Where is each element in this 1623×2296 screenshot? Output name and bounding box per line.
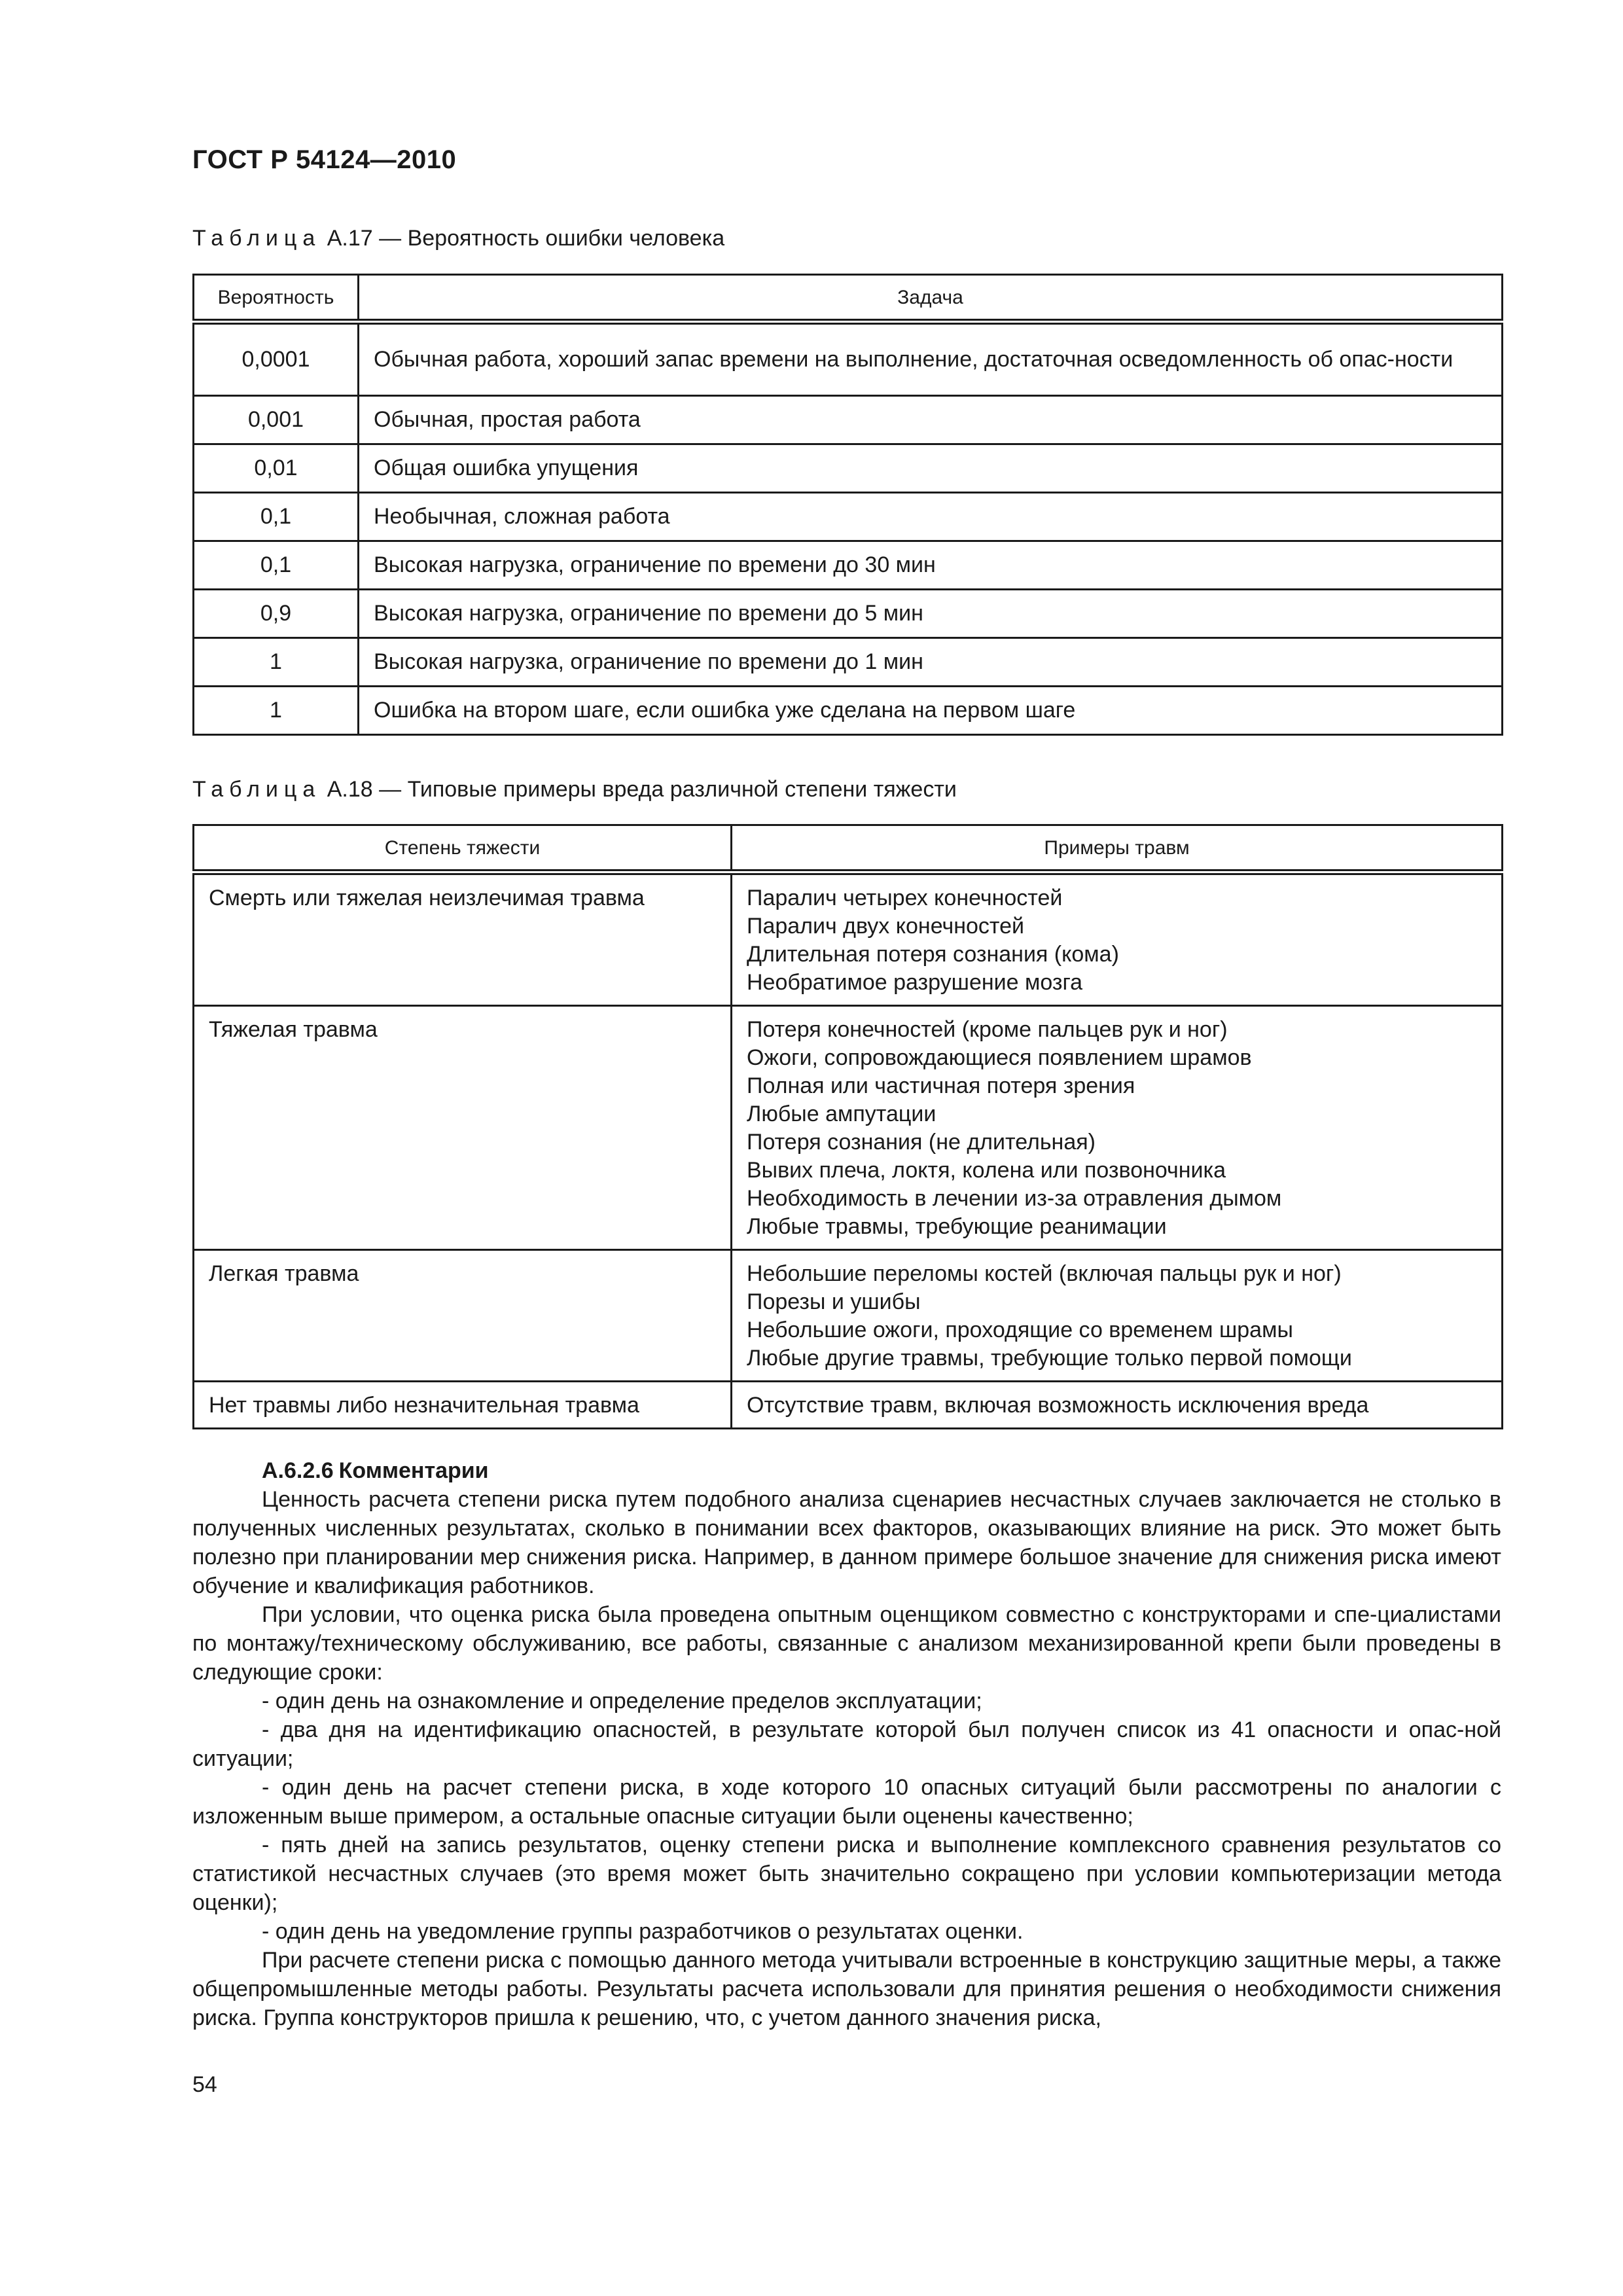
table-row	[194, 590, 1503, 638]
table-a18	[192, 824, 1501, 1429]
probability-cell: 0,001	[194, 396, 359, 444]
example-item: Отсутствие травм, включая возможность исключения вреда	[747, 1393, 1369, 1418]
example-item: Любые травмы, требующие реанимации	[747, 1214, 1167, 1239]
example-item: Ожоги, сопровождающиеся появлением шрамов	[747, 1045, 1252, 1070]
column-header-task: Задача	[359, 275, 1503, 322]
column-header-probability: Вероятность	[194, 275, 359, 322]
probability-cell: 0,01	[194, 444, 359, 493]
table-row	[194, 444, 1503, 493]
example-item: Небольшие ожоги, проходящие со временем шрамы	[747, 1318, 1293, 1342]
page-number: 54	[192, 2072, 217, 2097]
table-row	[194, 638, 1503, 687]
document-standard-header: ГОСТ Р 54124—2010	[192, 145, 457, 174]
table-a18-caption	[192, 777, 957, 802]
task-cell: Ошибка на втором шаге, если ошибка уже сделана на первом шаге	[359, 687, 1503, 735]
probability-cell: 0,9	[194, 590, 359, 638]
examples-cell	[732, 872, 1503, 1006]
examples-cell	[732, 1382, 1503, 1429]
task-cell: Обычная, простая работа	[359, 396, 1503, 444]
list-item: - пять дней на запись результатов, оценку степени риска и выполнение комплексного сравнения результатов со статистикой несчастных случаев (это время может быть значительно сокращено при условии компьютеризации метода оценки);	[192, 1833, 1501, 1915]
example-item: Порезы и ушибы	[747, 1289, 921, 1314]
table-row	[194, 687, 1503, 735]
table-row	[194, 1006, 1503, 1250]
example-item: Длительная потеря сознания (кома)	[747, 942, 1119, 967]
table-row	[194, 1382, 1503, 1429]
example-item: Вывих плеча, локтя, колена или позвоночника	[747, 1158, 1226, 1183]
column-header-severity: Степень тяжести	[194, 825, 732, 872]
section-title: Комментарии	[338, 1458, 489, 1483]
table-row	[194, 396, 1503, 444]
table-a17-caption-prefix: Таблица	[192, 226, 321, 251]
table-row	[194, 493, 1503, 541]
probability-cell: 0,1	[194, 493, 359, 541]
probability-cell: 0,1	[194, 541, 359, 590]
example-item: Небольшие переломы костей (включая пальцы рук и ног)	[747, 1261, 1342, 1286]
table-a18-caption-text: А.18 — Типовые примеры вреда различной степени тяжести	[321, 777, 957, 802]
column-header-injury-examples: Примеры травм	[732, 825, 1503, 872]
probability-cell: 1	[194, 638, 359, 687]
list-item: - два дня на идентификацию опасностей, в результате которой был получен список из 41 опасности и опас-ной ситуации;	[192, 1717, 1501, 1771]
paragraph: При условии, что оценка риска была проведена опытным оценщиком совместно с конструкторами и спе-циалистами по монтажу/техническому обслуживанию, все работы, связанные с анализом механизированной крепи были проведены в следующие сроки:	[192, 1602, 1501, 1685]
table-a17-caption-text: А.17 — Вероятность ошибки человека	[321, 226, 725, 251]
table-row	[194, 541, 1503, 590]
severity-cell: Смерть или тяжелая неизлечимая травма	[194, 872, 732, 1006]
examples-cell	[732, 1250, 1503, 1382]
example-item: Полная или частичная потеря зрения	[747, 1073, 1135, 1098]
table-row	[194, 872, 1503, 1006]
example-item: Паралич двух конечностей	[747, 914, 1024, 939]
task-cell: Обычная работа, хороший запас времени на выполнение, достаточная осведомленность об опас-ности	[359, 322, 1503, 396]
severity-cell: Легкая травма	[194, 1250, 732, 1382]
section-number: А.6.2.6	[262, 1458, 334, 1483]
table-a18-caption-prefix: Таблица	[192, 777, 321, 802]
task-cell: Высокая нагрузка, ограничение по времени до 5 мин	[359, 590, 1503, 638]
list-item: - один день на уведомление группы разработчиков о результатах оценки.	[262, 1919, 1024, 1944]
task-cell: Необычная, сложная работа	[359, 493, 1503, 541]
example-item: Любые другие травмы, требующие только первой помощи	[747, 1346, 1352, 1371]
table-a17-caption	[192, 226, 724, 251]
example-item: Потеря конечностей (кроме пальцев рук и ног)	[747, 1017, 1228, 1042]
probability-cell: 0,0001	[194, 322, 359, 396]
paragraph: При расчете степени риска с помощью данного метода учитывали встроенные в конструкцию защитные меры, а также общепромышленные методы работы. Результаты расчета использовали для принятия решения о необходимости снижения риска. Группа конструкторов пришла к решению, что, с учетом данного значения риска,	[192, 1948, 1501, 2030]
section-heading	[192, 1456, 1501, 1485]
table-row	[194, 322, 1503, 396]
example-item: Необходимость в лечении из-за отравления дымом	[747, 1186, 1282, 1211]
example-item: Потеря сознания (не длительная)	[747, 1130, 1096, 1155]
task-cell: Высокая нагрузка, ограничение по времени до 1 мин	[359, 638, 1503, 687]
list-item: - один день на ознакомление и определение пределов эксплуатации;	[262, 1689, 982, 1713]
examples-cell	[732, 1006, 1503, 1250]
section-comments	[192, 1456, 1501, 2032]
example-item: Паралич четырех конечностей	[747, 886, 1063, 910]
example-item: Необратимое разрушение мозга	[747, 970, 1083, 995]
probability-cell: 1	[194, 687, 359, 735]
paragraph: Ценность расчета степени риска путем подобного анализа сценариев несчастных случаев заключается не столько в полученных численных результатах, сколько в понимании всех факторов, оказывающих влияние на риск. Это может быть полезно при планировании мер снижения риска. Например, в данном примере большое значение для снижения риска имеют обучение и квалификация работников.	[192, 1487, 1501, 1598]
severity-cell: Нет травмы либо незначительная травма	[194, 1382, 732, 1429]
example-item: Любые ампутации	[747, 1102, 936, 1126]
task-cell: Высокая нагрузка, ограничение по времени до 30 мин	[359, 541, 1503, 590]
task-cell: Общая ошибка упущения	[359, 444, 1503, 493]
table-row	[194, 1250, 1503, 1382]
table-a17	[192, 274, 1501, 736]
severity-cell: Тяжелая травма	[194, 1006, 732, 1250]
list-item: - один день на расчет степени риска, в ходе которого 10 опасных ситуаций были рассмотрены по аналогии с изложенным выше примером, а остальные опасные ситуации были оценены качественно;	[192, 1775, 1501, 1829]
